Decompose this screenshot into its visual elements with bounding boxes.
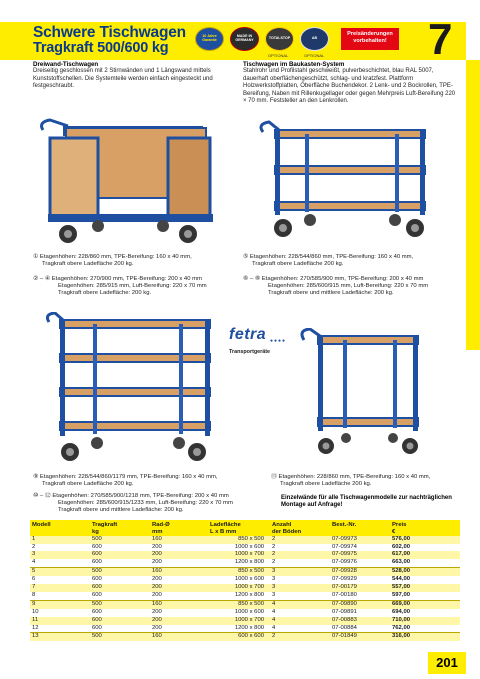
col-header-unit: L x B mm	[208, 529, 270, 536]
chapter-side-tab	[466, 60, 480, 350]
table-row	[30, 633, 460, 641]
table-row	[30, 609, 460, 617]
cell-bestnr: 07-09975	[330, 551, 390, 559]
cell-ladeflaeche: 1000 x 600	[208, 544, 270, 552]
cell-anzahl: 4	[270, 609, 330, 617]
table-header-row	[30, 520, 460, 529]
cell-tragkraft: 600	[90, 625, 150, 633]
cell-rad: 200	[150, 592, 208, 600]
cell-preis: 544,00	[390, 576, 460, 584]
table-row	[30, 584, 460, 592]
col-header-ladeflaeche: Ladefläche	[208, 520, 270, 529]
cell-ladeflaeche: 850 x 500	[208, 536, 270, 544]
col-header-tragkraft: Tragkraft	[90, 520, 150, 529]
caption-line: ⑩ – ⑫ Etagenhöhen: 270/585/900/1218 mm, TPE-Bereifung: 200 x 40 mm	[33, 493, 229, 499]
cell-rad: 160	[150, 536, 208, 544]
caption-line: ⑬ Etagenhöhen: 228/860 mm, TPE-Bereifung: 160 x 40 mm,	[271, 474, 431, 480]
caption-line: Etagenhöhen: 285/600/915/1233 mm, Luft-Bereifung: 220 x 70 mm	[58, 500, 233, 507]
cell-preis: 602,00	[390, 544, 460, 552]
caption-line: Etagenhöhen: 285/600/915 mm, Luft-Bereifung: 220 x 70 mm	[268, 283, 429, 290]
caption-line: Tragkraft obere und mittlere Ladefläche: 200 kg.	[268, 290, 394, 297]
cell-preis: 576,00	[390, 536, 460, 544]
cell-preis: 316,00	[390, 633, 460, 641]
cell-bestnr: 07-09973	[330, 536, 390, 544]
col-header-unit	[330, 529, 390, 536]
cell-ladeflaeche: 1200 x 800	[208, 559, 270, 567]
cell-preis: 557,00	[390, 584, 460, 592]
10-jahre-garantie-badge: 10 Jahre Garantie	[195, 27, 224, 51]
col-header-rad: Rad-Ø	[150, 520, 208, 529]
cell-bestnr: 07-09890	[330, 600, 390, 608]
cell-anzahl: 2	[270, 559, 330, 567]
cell-modell: 8	[30, 592, 90, 600]
caption-2	[33, 276, 207, 298]
caption-line: Etagenhöhen: 285/915 mm, Luft-Bereifung: 220 x 70 mm	[58, 283, 207, 290]
caption-line: Tragkraft obere und mittlere Ladefläche: 200 kg.	[58, 507, 184, 514]
right-block-title: Tischwagen im Baukasten-System	[243, 61, 345, 68]
cell-anzahl: 3	[270, 576, 330, 584]
cell-ladeflaeche: 1000 x 700	[208, 584, 270, 592]
cell-tragkraft: 600	[90, 544, 150, 552]
caption-10	[33, 493, 233, 515]
table-row	[30, 576, 460, 584]
cell-modell: 6	[30, 576, 90, 584]
table-row	[30, 625, 460, 633]
cell-rad: 200	[150, 625, 208, 633]
cell-rad: 200	[150, 617, 208, 625]
cell-modell: 3	[30, 551, 90, 559]
ab-badge: AB	[300, 27, 329, 51]
table-row	[30, 559, 460, 567]
caption-9	[33, 474, 218, 488]
col-header-preis: Preis	[390, 520, 460, 529]
cell-anzahl: 3	[270, 584, 330, 592]
cell-ladeflaeche: 600 x 600	[208, 633, 270, 641]
cell-ladeflaeche: 1000 x 700	[208, 551, 270, 559]
cell-ladeflaeche: 1200 x 800	[208, 625, 270, 633]
cell-rad: 160	[150, 633, 208, 641]
left-block-text: Dreiseitig geschlossen mit 2 Stirnwänden und 1 Längswand mittels Kunststoffschellen. Die Systemteile werden einfach eingesteckt und festgeschraubt.	[33, 68, 213, 90]
cell-modell: 1	[30, 536, 90, 544]
cell-modell: 10	[30, 609, 90, 617]
cell-tragkraft: 500	[90, 633, 150, 641]
caption-line: Tragkraft obere Ladefläche 200 kg.	[252, 261, 344, 268]
page-title: Schwere Tischwagen	[33, 24, 186, 41]
cell-tragkraft: 600	[90, 617, 150, 625]
cell-preis: 710,00	[390, 617, 460, 625]
single-walls-note: Einzelwände für alle Tischwagenmodelle zur nachträglichen Montage auf Anfrage!	[281, 495, 452, 509]
cell-tragkraft: 600	[90, 609, 150, 617]
caption-6	[243, 276, 428, 298]
cell-bestnr: 07-09891	[330, 609, 390, 617]
cell-anzahl: 4	[270, 625, 330, 633]
cell-modell: 2	[30, 544, 90, 552]
cell-rad: 200	[150, 551, 208, 559]
left-block-title: Dreiwand-Tischwagen	[33, 61, 99, 68]
col-header-unit: mm	[150, 529, 208, 536]
caption-line: ① Etagenhöhen: 228/860 mm, TPE-Bereifung: 160 x 40 mm,	[33, 254, 192, 260]
table-row	[30, 600, 460, 608]
caption-line: Tragkraft obere Ladefläche 200 kg.	[42, 261, 134, 268]
col-header-bestnr: Best.-Nr.	[330, 520, 390, 529]
cell-bestnr: 07-00884	[330, 625, 390, 633]
cell-bestnr: 07-00883	[330, 617, 390, 625]
table-row	[30, 551, 460, 559]
col-header-unit: kg	[90, 529, 150, 536]
caption-1	[33, 254, 192, 268]
cell-tragkraft: 500	[90, 536, 150, 544]
cell-modell: 4	[30, 559, 90, 567]
cell-modell: 5	[30, 568, 90, 576]
cell-rad: 200	[150, 559, 208, 567]
cell-anzahl: 3	[270, 568, 330, 576]
caption-line: Tragkraft obere Ladefläche 200 kg.	[42, 481, 134, 488]
table-row	[30, 592, 460, 600]
cell-tragkraft: 600	[90, 576, 150, 584]
cell-rad: 200	[150, 576, 208, 584]
fetra-logo-dots: ●●●●	[270, 338, 287, 344]
cell-preis: 694,00	[390, 609, 460, 617]
table-row	[30, 617, 460, 625]
col-header-unit: der Böden	[270, 529, 330, 536]
cell-anzahl: 3	[270, 592, 330, 600]
cell-ladeflaeche: 1200 x 800	[208, 592, 270, 600]
cell-tragkraft: 600	[90, 592, 150, 600]
cell-tragkraft: 600	[90, 551, 150, 559]
cell-modell: 7	[30, 584, 90, 592]
col-header-modell: Modell	[30, 520, 90, 529]
cell-tragkraft: 600	[90, 559, 150, 567]
cell-bestnr: 07-00179	[330, 584, 390, 592]
cell-preis: 762,00	[390, 625, 460, 633]
table-row	[30, 536, 460, 544]
cell-ladeflaeche: 1000 x 700	[208, 617, 270, 625]
cell-preis: 617,00	[390, 551, 460, 559]
caption-line: ② – ④ Etagenhöhen: 270/900 mm, TPE-Bereifung: 200 x 40 mm	[33, 276, 202, 282]
table-header-row	[30, 529, 460, 536]
cell-anzahl: 2	[270, 536, 330, 544]
brand-subtitle: Transportgeräte	[229, 349, 271, 355]
page-subtitle: Tragkraft 500/600 kg	[33, 40, 169, 56]
cell-tragkraft: 500	[90, 600, 150, 608]
cell-modell: 9	[30, 600, 90, 608]
cell-preis: 528,00	[390, 568, 460, 576]
cell-bestnr: 07-09976	[330, 559, 390, 567]
cell-anzahl: 4	[270, 600, 330, 608]
cell-bestnr: 07-09928	[330, 568, 390, 576]
cell-anzahl: 2	[270, 551, 330, 559]
caption-line: ⑨ Etagenhöhen: 228/544/860/1179 mm, TPE-Bereifung: 160 x 40 mm,	[33, 474, 218, 480]
table-row	[30, 568, 460, 576]
cell-modell: 13	[30, 633, 90, 641]
optional-label: OPTIONAL	[268, 53, 289, 58]
cell-rad: 200	[150, 544, 208, 552]
cell-modell: 11	[30, 617, 90, 625]
cell-ladeflaeche: 850 x 500	[208, 568, 270, 576]
price-note-label: Preisänderungen vorbehalten!	[341, 28, 399, 50]
made-in-germany-badge: MADE IN GERMANY	[230, 27, 259, 51]
col-header-unit: €	[390, 529, 460, 536]
cell-anzahl: 2	[270, 633, 330, 641]
col-header-anzahl: Anzahl	[270, 520, 330, 529]
cell-ladeflaeche: 1000 x 600	[208, 609, 270, 617]
caption-5	[243, 254, 413, 268]
cell-tragkraft: 600	[90, 584, 150, 592]
caption-line: ⑤ Etagenhöhen: 228/544/860 mm, TPE-Bereifung: 160 x 40 mm,	[243, 254, 414, 260]
cell-bestnr: 07-01849	[330, 633, 390, 641]
price-table	[30, 520, 460, 641]
caption-line: Tragkraft obere Ladefläche 200 kg.	[280, 481, 372, 488]
cell-rad: 160	[150, 600, 208, 608]
fetra-logo: fetra	[229, 326, 267, 343]
col-header-unit	[30, 529, 90, 536]
caption-line: Tragkraft obere Ladefläche: 200 kg.	[58, 290, 152, 297]
cell-modell: 12	[30, 625, 90, 633]
cell-anzahl: 2	[270, 544, 330, 552]
totalstop-badge: TOTALSTOP	[265, 27, 294, 51]
caption-13	[271, 474, 430, 488]
small-two-shelf-cart-image	[298, 328, 428, 468]
cell-rad: 200	[150, 609, 208, 617]
cell-preis: 597,00	[390, 592, 460, 600]
cell-ladeflaeche: 850 x 500	[208, 600, 270, 608]
page-number: 201	[428, 652, 466, 674]
four-shelf-cart-image	[45, 312, 215, 472]
cell-bestnr: 07-09929	[330, 576, 390, 584]
table-row	[30, 544, 460, 552]
caption-line: ⑥ – ⑧ Etagenhöhen: 270/585/900 mm, TPE-Bereifung: 200 x 40 mm	[243, 276, 424, 282]
three-wall-cart-image	[38, 118, 218, 248]
cell-ladeflaeche: 1000 x 600	[208, 576, 270, 584]
cell-preis: 663,00	[390, 559, 460, 567]
cell-rad: 160	[150, 568, 208, 576]
three-shelf-cart-image	[255, 118, 435, 248]
cell-bestnr: 07-09974	[330, 544, 390, 552]
cell-bestnr: 07-00180	[330, 592, 390, 600]
cell-preis: 669,00	[390, 600, 460, 608]
right-block-text: Stahlrohr und Profilstahl geschweißt, pulverbeschichtet, blau RAL 5007, dauerhaft oberflächengeschützt, schlag- und kratzfest. Plattform Holzwerkstoffplatten, Oberfläche Buchendekor. 2 Lenk- und 2 Bockrollen, TPE-Bereifung, Naben mit Rillenkugellager oder gegen Mehrpreis Luft-Bereifung 220 × 70 mm. Feststeller an den Lenkrollen.	[243, 68, 456, 105]
cell-anzahl: 4	[270, 617, 330, 625]
cell-tragkraft: 500	[90, 568, 150, 576]
optional-label: OPTIONAL	[304, 53, 325, 58]
cell-rad: 200	[150, 584, 208, 592]
chapter-number: 7	[428, 15, 453, 64]
